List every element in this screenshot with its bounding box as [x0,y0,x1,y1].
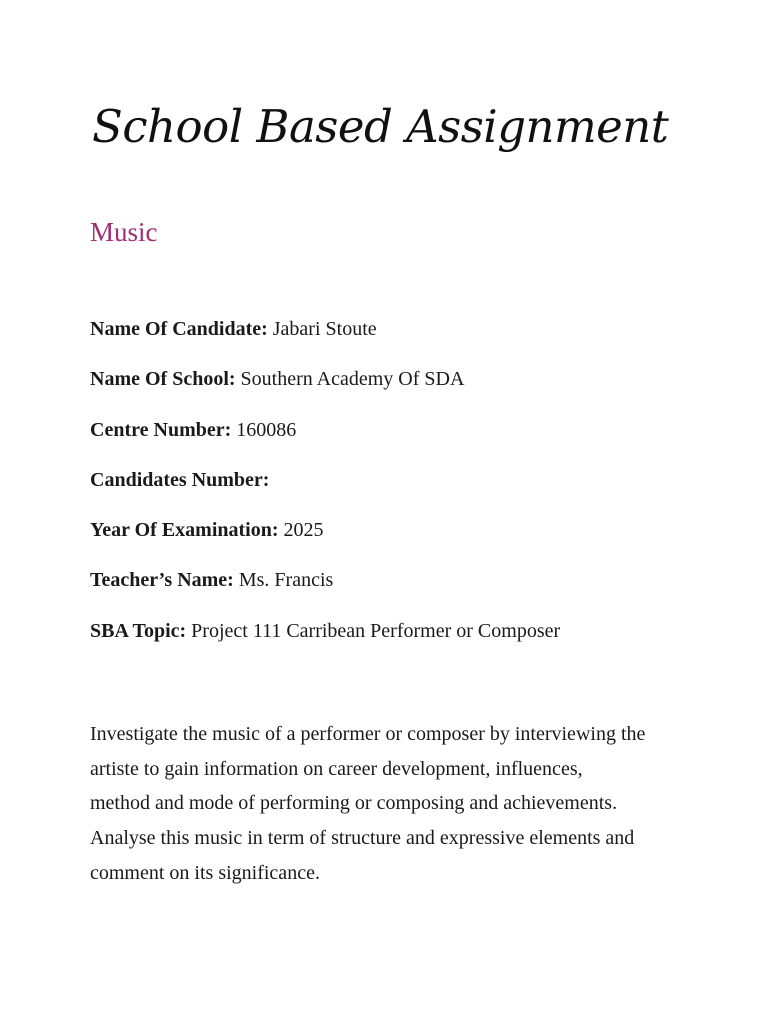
field-label: Teacher’s Name: [90,569,234,592]
description-line: method and mode of performing or composing and achievements. [90,792,618,815]
field-value: Ms. Francis [238,569,334,592]
field-label: Name Of Candidate: [90,318,268,340]
document-title: School Based Assignment [92,100,669,153]
field-value: 2025 [283,519,324,542]
field-label: SBA Topic: [90,619,187,642]
description-line: artiste to gain information on career development, influences, [90,757,583,780]
field-examination-year [90,517,560,567]
field-label: Candidates Number: [90,468,270,491]
description-line: Analyse this music in term of structure and expressive elements and [90,827,635,850]
description-line: comment on its significance. [90,861,320,884]
field-value: 160086 [236,418,297,441]
field-label: Name Of School: [90,368,236,391]
assignment-description [90,717,690,891]
subject-heading: Music [90,217,158,247]
field-value: Southern Academy Of SDA [240,368,465,391]
candidate-details [90,316,560,668]
field-candidate-name [90,316,560,366]
field-value: Jabari Stoute [272,318,377,340]
field-value: Project 111 Carribean Performer or Composer [191,619,561,642]
field-label: Centre Number: [90,418,232,441]
field-label: Year Of Examination: [90,519,279,542]
field-school-name [90,366,560,416]
field-candidate-number [90,467,560,517]
field-sba-topic [90,618,560,668]
description-line: Investigate the music of a performer or composer by interviewing the [90,723,646,745]
field-centre-number [90,417,560,467]
field-teacher-name [90,567,560,617]
